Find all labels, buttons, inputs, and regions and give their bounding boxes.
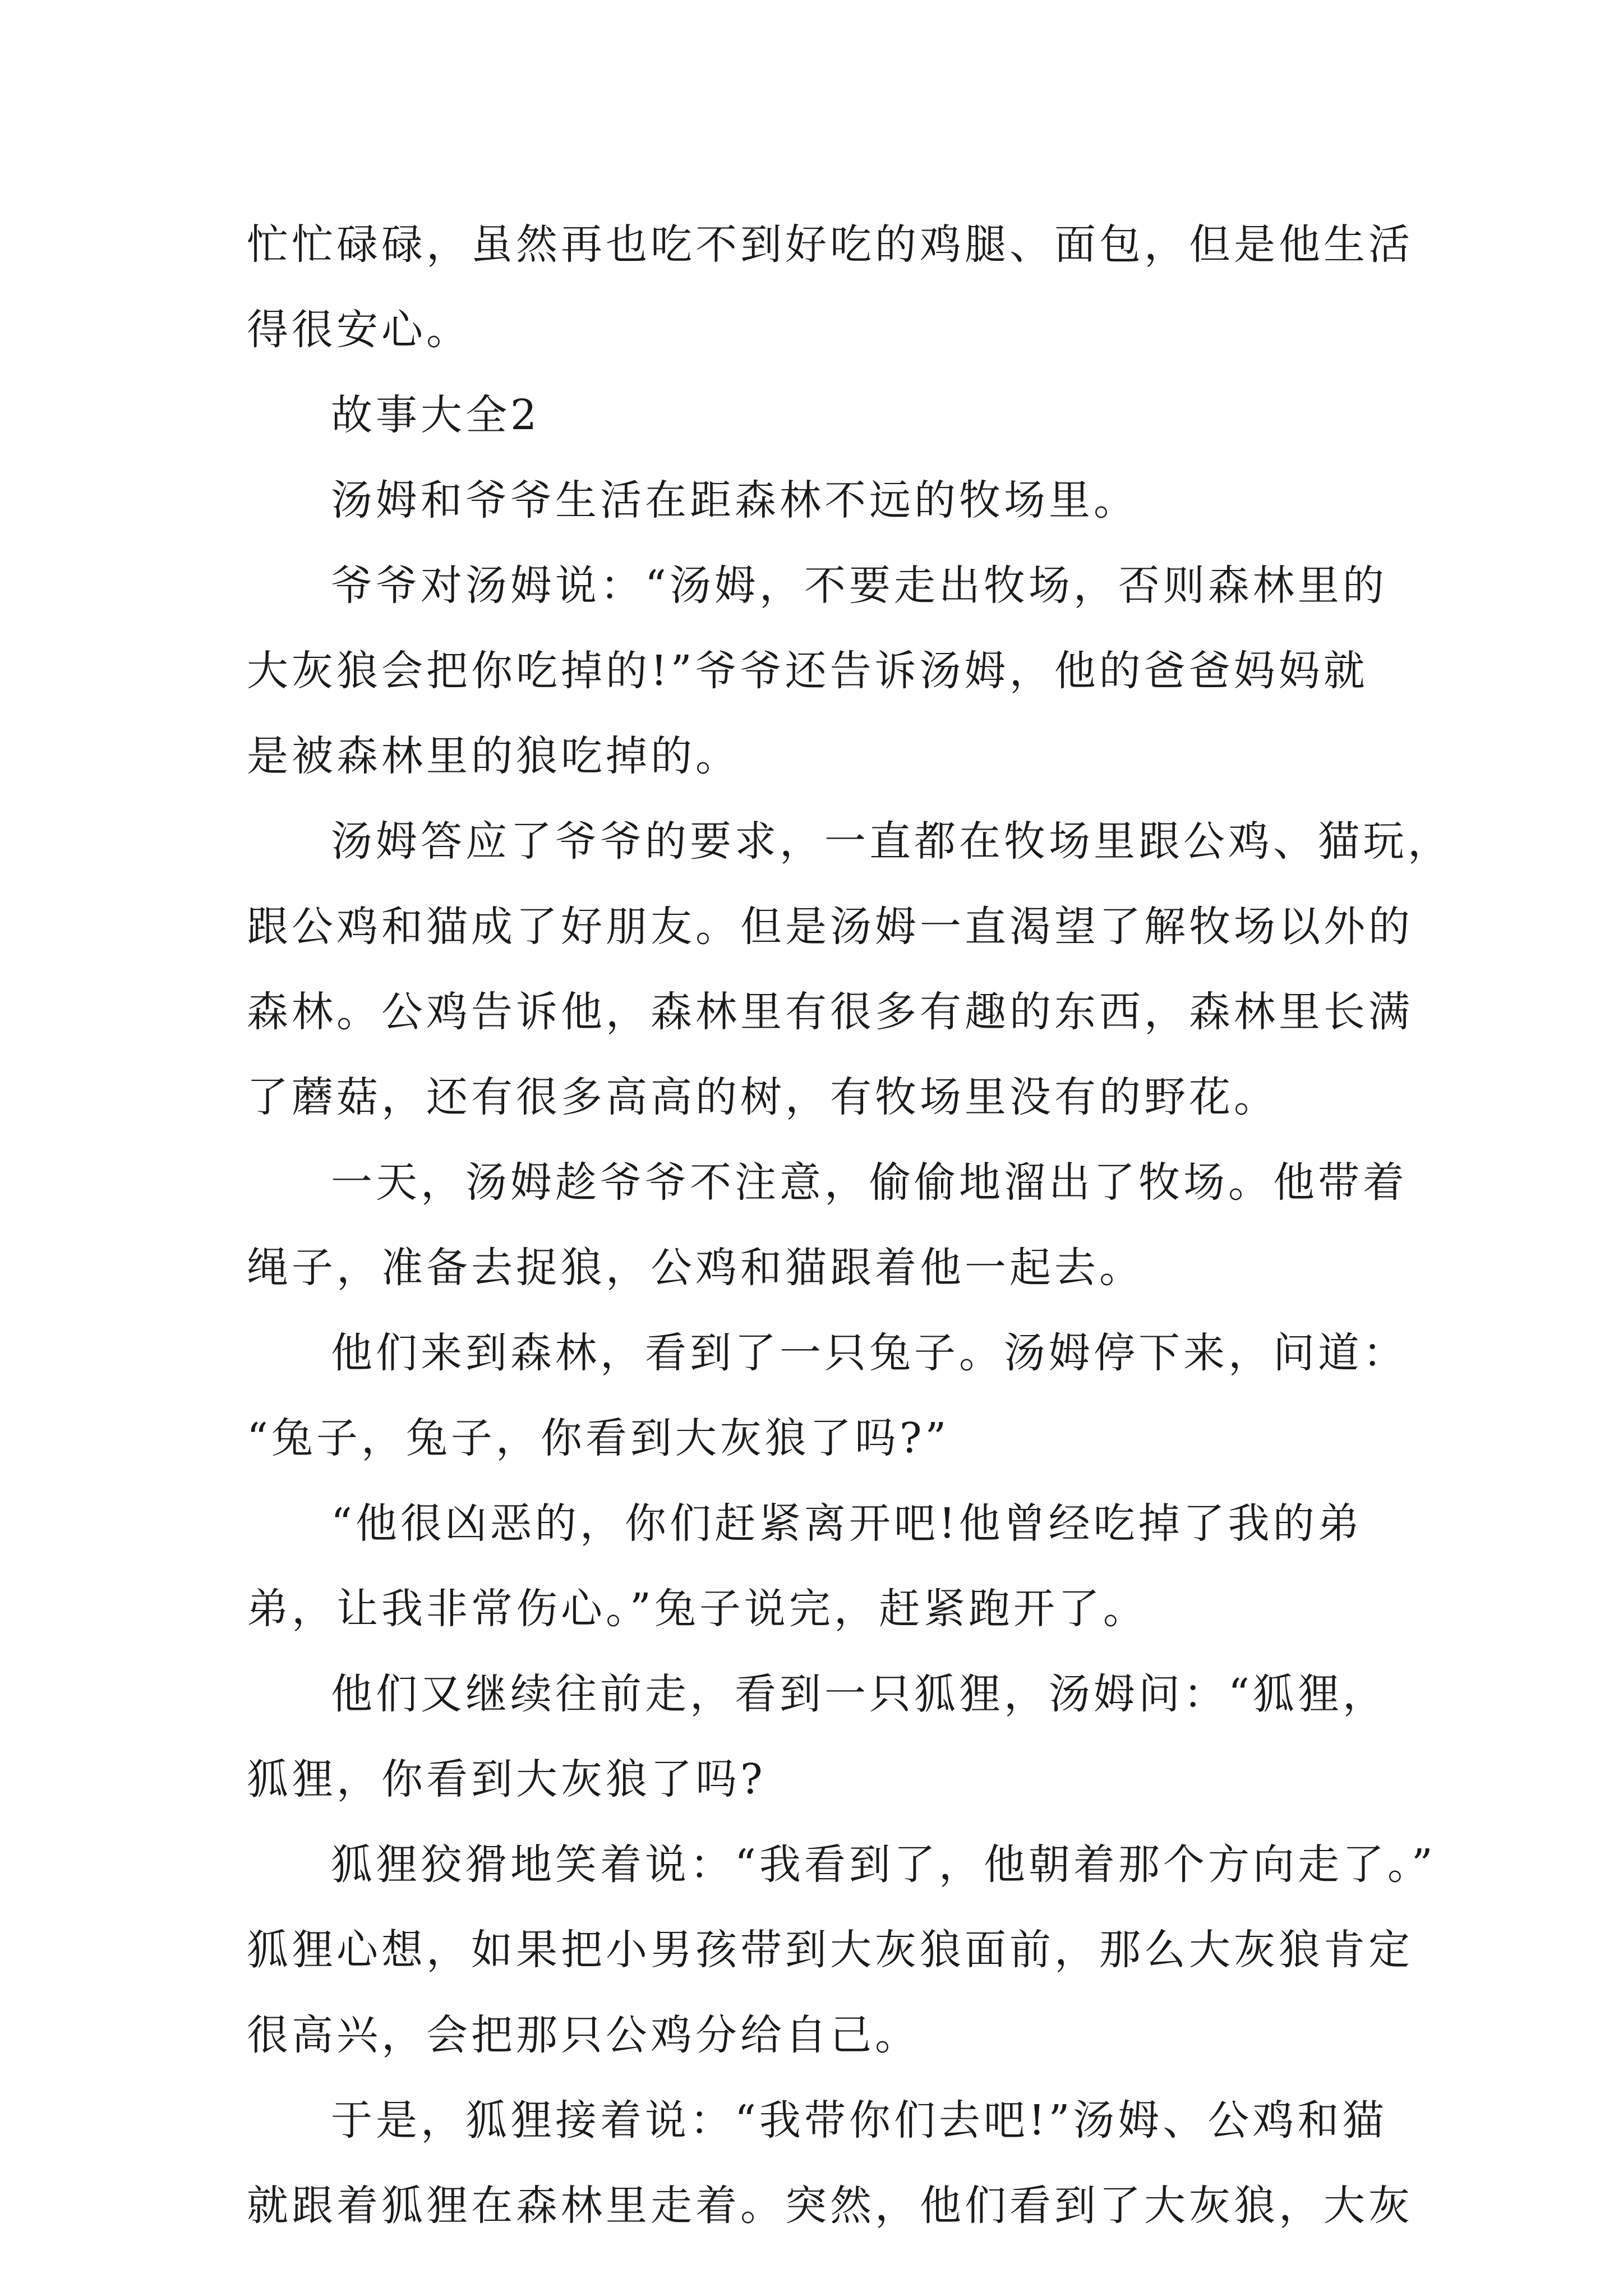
text-line: 得很安心。	[247, 306, 471, 354]
section-heading: 故事大全2	[331, 391, 541, 439]
text-line: 狐狸狡猾地笑着说：“我看到了，他朝着那个方向走了。”	[331, 1841, 1436, 1889]
text-line: 他们又继续往前走，看到一只狐狸，汤姆问：“狐狸，	[331, 1670, 1387, 1718]
text-line: 就跟着狐狸在森林里走着。突然，他们看到了大灰狼，大灰	[247, 2182, 1413, 2230]
text-line: 是被森林里的狼吃掉的。	[247, 732, 740, 780]
text-line: 弟，让我非常伤心。”兔子说完，赶紧跑开了。	[247, 1585, 1148, 1633]
text-line: 绳子，准备去捉狼，公鸡和猫跟着他一起去。	[247, 1244, 1144, 1292]
text-line: 狐狸心想，如果把小男孩带到大灰狼面前，那么大灰狼肯定	[247, 1926, 1413, 1974]
text-line: 了蘑菇，还有很多高高的树，有牧场里没有的野花。	[247, 1073, 1279, 1121]
text-line: 大灰狼会把你吃掉的!”爷爷还告诉汤姆，他的爸爸妈妈就	[247, 647, 1368, 695]
text-line: “他很凶恶的，你们赶紧离开吧!他曾经吃掉了我的弟	[331, 1499, 1363, 1548]
text-line: 汤姆答应了爷爷的要求，一直都在牧场里跟公鸡、猫玩，	[331, 817, 1453, 866]
text-line: 汤姆和爷爷生活在距森林不远的牧场里。	[331, 476, 1138, 524]
text-line: 很高兴，会把那只公鸡分给自己。	[247, 2011, 920, 2059]
text-line: 他们来到森林，看到了一只兔子。汤姆停下来，问道：	[331, 1329, 1408, 1377]
text-line: 跟公鸡和猫成了好朋友。但是汤姆一直渴望了解牧场以外的	[247, 903, 1413, 951]
text-line: 森林。公鸡告诉他，森林里有很多有趣的东西，森林里长满	[247, 988, 1413, 1036]
story-text	[247, 202, 1453, 2248]
text-line: 一天，汤姆趁爷爷不注意，偷偷地溜出了牧场。他带着	[331, 1158, 1408, 1207]
text-line: 狐狸，你看到大灰狼了吗?	[247, 1755, 766, 1803]
text-line: “兔子，兔子，你看到大灰狼了吗?”	[247, 1414, 950, 1462]
text-line: 于是，狐狸接着说：“我带你们去吧!”汤姆、公鸡和猫	[331, 2096, 1387, 2145]
text-line: 爷爷对汤姆说：“汤姆，不要走出牧场，否则森林里的	[331, 562, 1387, 610]
text-line: 忙忙碌碌，虽然再也吃不到好吃的鸡腿、面包，但是他生活	[247, 220, 1413, 269]
